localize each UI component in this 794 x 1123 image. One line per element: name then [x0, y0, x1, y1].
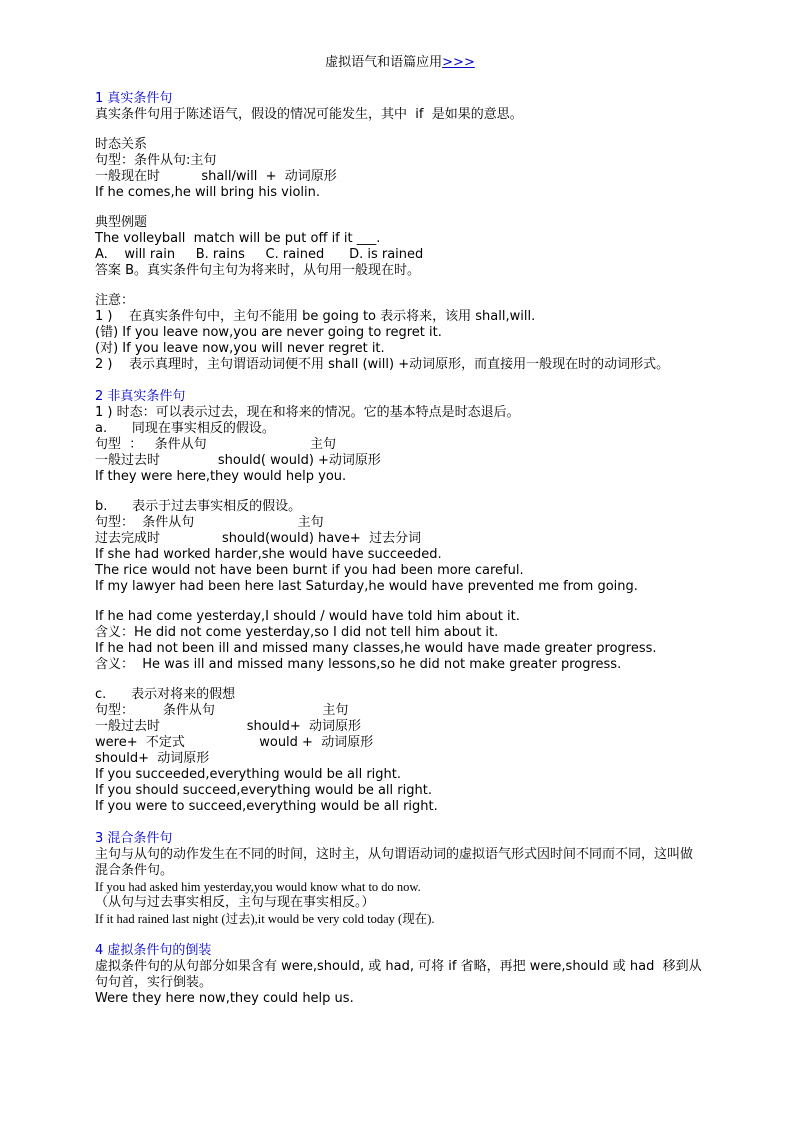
text-block [95, 847, 705, 879]
text-line: 一般现在时 shall/will + 动词原形 [95, 169, 337, 184]
section [95, 389, 705, 815]
text-line: 典型例题 [95, 215, 148, 230]
section-heading: 4 虚拟条件句的倒装 [95, 943, 212, 958]
text-block [95, 499, 705, 595]
text-line: 句型：条件从句:主句 [95, 153, 217, 168]
text-line: Were they here now,they could help us. [95, 991, 354, 1006]
text-line: 一般过去时 should( would) +动词原形 [95, 453, 381, 468]
text-line: a. 同现在事实相反的假设。 [95, 421, 275, 436]
section-heading: 1 真实条件句 [95, 91, 173, 106]
text-line: 注意： [95, 293, 135, 308]
text-line: If you should succeed,everything would be all right. [95, 783, 432, 798]
section-heading: 3 混合条件句 [95, 831, 173, 846]
text-line: should+ 动词原形 [95, 751, 210, 766]
text-line: If he had not been ill and missed many classes,he would have made greater progress. [95, 641, 657, 656]
text-line: (错) If you leave now,you are never going to regret it. [95, 325, 442, 340]
text-line: A. will rain B. rains C. rained D. is rained [95, 247, 424, 262]
text-line: 主句与从句的动作发生在不同的时间，这时主，从句谓语动词的虚拟语气形式因时间不同而不同，这叫做混合条件句。 [95, 847, 694, 878]
text-line: 1 ) 在真实条件句中，主句不能用 be going to 表示将来，该用 shall,will. [95, 309, 536, 324]
text-line: If it had rained last night (过去),it would be very cold today (现在). [95, 912, 435, 926]
text-line: 句型 ： 条件从句 主句 [95, 437, 336, 452]
text-line: 过去完成时 should(would) have+ 过去分词 [95, 531, 422, 546]
text-line: 时态关系 [95, 137, 148, 152]
text-line: The volleyball match will be put off if it ___. [95, 231, 381, 246]
text-block [95, 137, 705, 201]
text-line: If they were here,they would help you. [95, 469, 347, 484]
text-line: （从句与过去事实相反，主句与现在事实相反。） [95, 895, 375, 910]
text-block [95, 895, 705, 911]
document-page [95, 48, 705, 1023]
text-line: If you had asked him yesterday,you would know what to do now. [95, 880, 421, 894]
text-line: 句型： 条件从句 主句 [95, 515, 324, 530]
text-line: If you succeeded,everything would be all right. [95, 767, 402, 782]
text-line: 含义： He was ill and missed many lessons,so he did not make greater progress. [95, 657, 622, 672]
text-line: were+ 不定式 would + 动词原形 [95, 735, 374, 750]
text-line: If you were to succeed,everything would be all right. [95, 799, 438, 814]
title-text: 虚拟语气和语篇应用 [325, 55, 443, 70]
section [95, 91, 705, 373]
text-line: If she had worked harder,she would have succeeded. [95, 547, 442, 562]
document-content [95, 91, 705, 1007]
text-line: If he had come yesterday,I should / would have told him about it. [95, 609, 520, 624]
text-line: 真实条件句用于陈述语气，假设的情况可能发生，其中 if 是如果的意思。 [95, 107, 523, 122]
section-heading: 2 非真实条件句 [95, 389, 186, 404]
text-block [95, 405, 705, 485]
title-link[interactable]: >>> [442, 55, 475, 70]
section [95, 943, 705, 1007]
text-block [95, 879, 705, 895]
page-title [95, 55, 705, 71]
text-block [95, 215, 705, 279]
text-block [95, 911, 705, 927]
text-line: The rice would not have been burnt if you had been more careful. [95, 563, 524, 578]
section [95, 831, 705, 927]
text-block [95, 107, 705, 123]
text-line: If my lawyer had been here last Saturday,he would have prevented me from going. [95, 579, 638, 594]
text-line: 虚拟条件句的从句部分如果含有 were,should, 或 had, 可将 if 省略，再把 were,should 或 had 移到从句句首，实行倒装。 [95, 959, 702, 990]
text-line: 答案 B。真实条件句主句为将来时，从句用一般现在时。 [95, 263, 421, 278]
text-block [95, 609, 705, 673]
text-line: b. 表示于过去事实相反的假设。 [95, 499, 302, 514]
text-block [95, 959, 705, 1007]
text-block [95, 687, 705, 815]
text-line: 含义：He did not come yesterday,so I did not tell him about it. [95, 625, 499, 640]
text-block [95, 293, 705, 373]
text-line: 1 ) 时态：可以表示过去，现在和将来的情况。它的基本特点是时态退后。 [95, 405, 520, 420]
text-line: c. 表示对将来的假想 [95, 687, 236, 702]
text-line: 2 ) 表示真理时，主句谓语动词便不用 shall (will) +动词原形，而直接用一般现在时的动词形式。 [95, 357, 670, 372]
text-line: 一般过去时 should+ 动词原形 [95, 719, 362, 734]
text-line: (对) If you leave now,you will never regret it. [95, 341, 385, 356]
text-line: 句型： 条件从句 主句 [95, 703, 349, 718]
text-line: If he comes,he will bring his violin. [95, 185, 320, 200]
